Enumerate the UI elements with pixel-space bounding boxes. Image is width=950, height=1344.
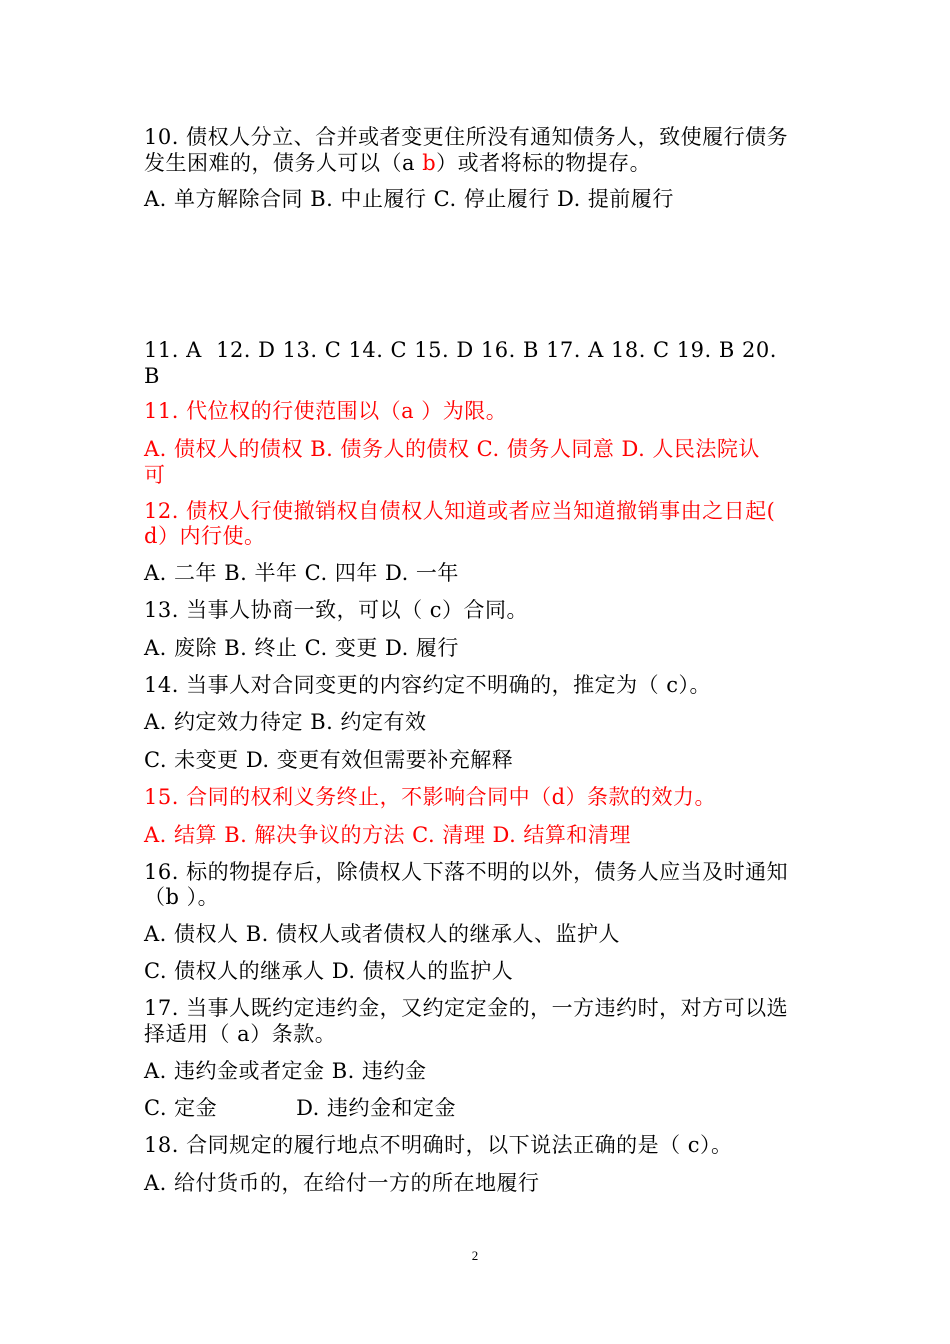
- question-14: 14. 当事人对合同变更的内容约定不明确的，推定为（ c）。: [144, 673, 712, 697]
- question-14-options-line-1: A. 约定效力待定 B. 约定有效: [144, 710, 427, 734]
- question-12-line-2: d）内行使。: [144, 524, 266, 548]
- question-11-options-line-2: 可: [144, 463, 166, 487]
- question-18: 18. 合同规定的履行地点不明确时，以下说法正确的是（ c）。: [144, 1133, 733, 1157]
- question-15: 15. 合同的权利义务终止，不影响合同中（d）条款的效力。: [144, 785, 717, 809]
- question-17-options-line-2: C. 定金 D. 违约金和定金: [144, 1096, 457, 1120]
- question-12-line-1: 12. 债权人行使撤销权自债权人知道或者应当知道撤销事由之日起(: [144, 499, 776, 523]
- question-10-answer-b: b: [422, 151, 437, 175]
- question-10-line-1: 10. 债权人分立、合并或者变更住所没有通知债务人，致使履行债务: [144, 125, 789, 149]
- question-11-options-line-1: A. 债权人的债权 B. 债务人的债权 C. 债务人同意 D. 人民法院认: [144, 437, 760, 461]
- question-17-options-line-1: A. 违约金或者定金 B. 违约金: [144, 1059, 427, 1083]
- question-17-line-2: 择适用（ a）条款。: [144, 1022, 337, 1046]
- question-16-options-line-2: C. 债权人的继承人 D. 债权人的监护人: [144, 959, 514, 983]
- question-10-text-c: ）或者将标的物提存。: [436, 151, 652, 175]
- question-16-line-2: （b ）。: [144, 885, 220, 909]
- question-16-options-line-1: A. 债权人 B. 债权人或者债权人的继承人、监护人: [144, 922, 620, 946]
- question-17-line-1: 17. 当事人既约定违约金，又约定定金的，一方违约时，对方可以选: [144, 996, 789, 1020]
- page-number: 2: [471, 1248, 479, 1263]
- question-10-line-2: [144, 150, 814, 176]
- question-12-options: A. 二年 B. 半年 C. 四年 D. 一年: [144, 561, 459, 585]
- question-18-option-a: A. 给付货币的，在给付一方的所在地履行: [144, 1171, 540, 1195]
- question-10-options: A. 单方解除合同 B. 中止履行 C. 停止履行 D. 提前履行: [144, 187, 674, 211]
- answer-key-line-2: B: [144, 364, 160, 388]
- question-10-text-a: 发生困难的，债务人可以（a: [144, 151, 423, 175]
- answer-key-line-1: 11. A 12. D 13. C 14. C 15. D 16. B 17. A 18. C 19. B 20.: [144, 338, 777, 362]
- question-15-options: A. 结算 B. 解决争议的方法 C. 清理 D. 结算和清理: [144, 823, 631, 847]
- question-14-options-line-2: C. 未变更 D. 变更有效但需要补充解释: [144, 748, 514, 772]
- question-13: 13. 当事人协商一致，可以（ c）合同。: [144, 598, 529, 622]
- question-11: 11. 代位权的行使范围以（a ）为限。: [144, 399, 508, 423]
- question-13-options: A. 废除 B. 终止 C. 变更 D. 履行: [144, 636, 459, 660]
- question-16-line-1: 16. 标的物提存后，除债权人下落不明的以外，债务人应当及时通知: [144, 860, 789, 884]
